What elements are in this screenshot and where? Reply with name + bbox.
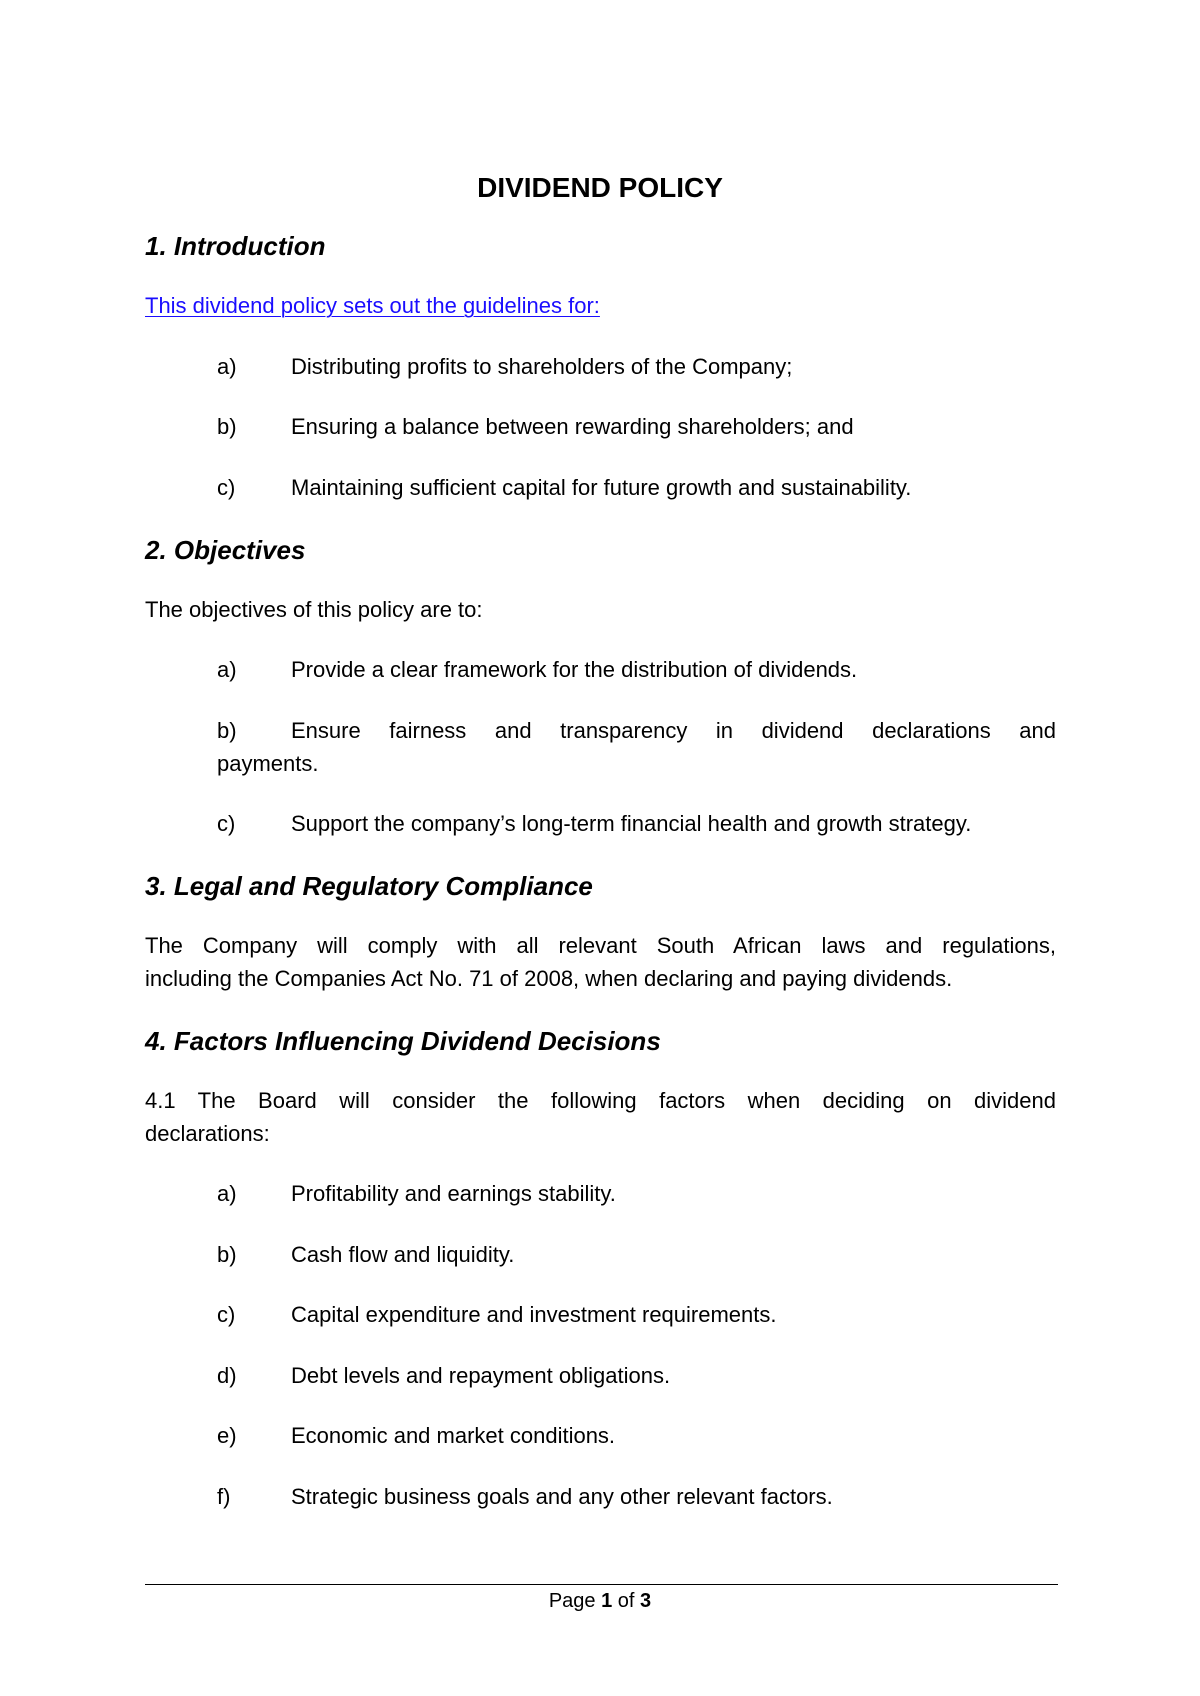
footer-page-word: Page	[548, 1590, 596, 1612]
section-3-paragraph-line: including the Companies Act No. 71 of 2008, when declaring and paying dividends.	[145, 966, 953, 991]
footer-total-pages: 3	[640, 1590, 652, 1612]
section-2-intro: The objectives of this policy are to:	[145, 597, 483, 622]
list-item-marker: c)	[217, 811, 236, 836]
list-item-marker: e)	[217, 1423, 237, 1448]
list-item-marker: f)	[217, 1484, 231, 1509]
document-title: DIVIDEND POLICY	[477, 172, 723, 203]
list-item-text: Cash flow and liquidity.	[291, 1242, 515, 1267]
list-item-text: Maintaining sufficient capital for future growth and sustainability.	[291, 475, 912, 500]
list-item-text: Strategic business goals and any other relevant factors.	[291, 1484, 833, 1509]
list-item-text: Debt levels and repayment obligations.	[291, 1363, 671, 1388]
list-item-marker: a)	[217, 1181, 237, 1206]
list-item-text: Capital expenditure and investment requirements.	[291, 1302, 777, 1327]
list-item-marker: b)	[217, 1242, 237, 1267]
list-item-text: Support the company’s long-term financial health and growth strategy.	[291, 811, 972, 836]
list-item-text: Ensure fairness and transparency in dividend declarations and	[291, 718, 1056, 743]
section-4-clause-line: 4.1 The Board will consider the following factors when deciding on dividend	[145, 1088, 1056, 1113]
section-2-heading: 2. Objectives	[145, 535, 306, 565]
section-4-clause-line: declarations:	[145, 1121, 270, 1146]
section-1-intro-link[interactable]: This dividend policy sets out the guidelines for:	[145, 293, 600, 318]
list-item-text: Ensuring a balance between rewarding shareholders; and	[291, 414, 854, 439]
list-item-marker: a)	[217, 657, 237, 682]
section-4-heading: 4. Factors Influencing Dividend Decisions	[145, 1026, 661, 1056]
list-item-marker: c)	[217, 475, 236, 500]
list-item-text: Provide a clear framework for the distribution of dividends.	[291, 657, 858, 682]
list-item-marker: c)	[217, 1302, 236, 1327]
footer-current-page: 1	[601, 1590, 613, 1612]
list-item-marker: b)	[217, 718, 237, 743]
list-item-text: Profitability and earnings stability.	[291, 1181, 616, 1206]
list-item-text-continuation: payments.	[217, 751, 319, 776]
footer-divider	[145, 1584, 1058, 1585]
list-item-marker: d)	[217, 1363, 237, 1388]
section-3-paragraph-line: The Company will comply with all relevant South African laws and regulations,	[145, 933, 1056, 958]
list-item-marker: b)	[217, 414, 237, 439]
list-item-marker: a)	[217, 354, 237, 379]
section-3-heading: 3. Legal and Regulatory Compliance	[145, 871, 593, 901]
page-footer	[0, 1589, 1200, 1613]
list-item-text: Distributing profits to shareholders of the Company;	[291, 354, 793, 379]
list-item-text: Economic and market conditions.	[291, 1423, 616, 1448]
footer-of-word: of	[617, 1590, 635, 1612]
section-1-heading: 1. Introduction	[145, 231, 326, 261]
